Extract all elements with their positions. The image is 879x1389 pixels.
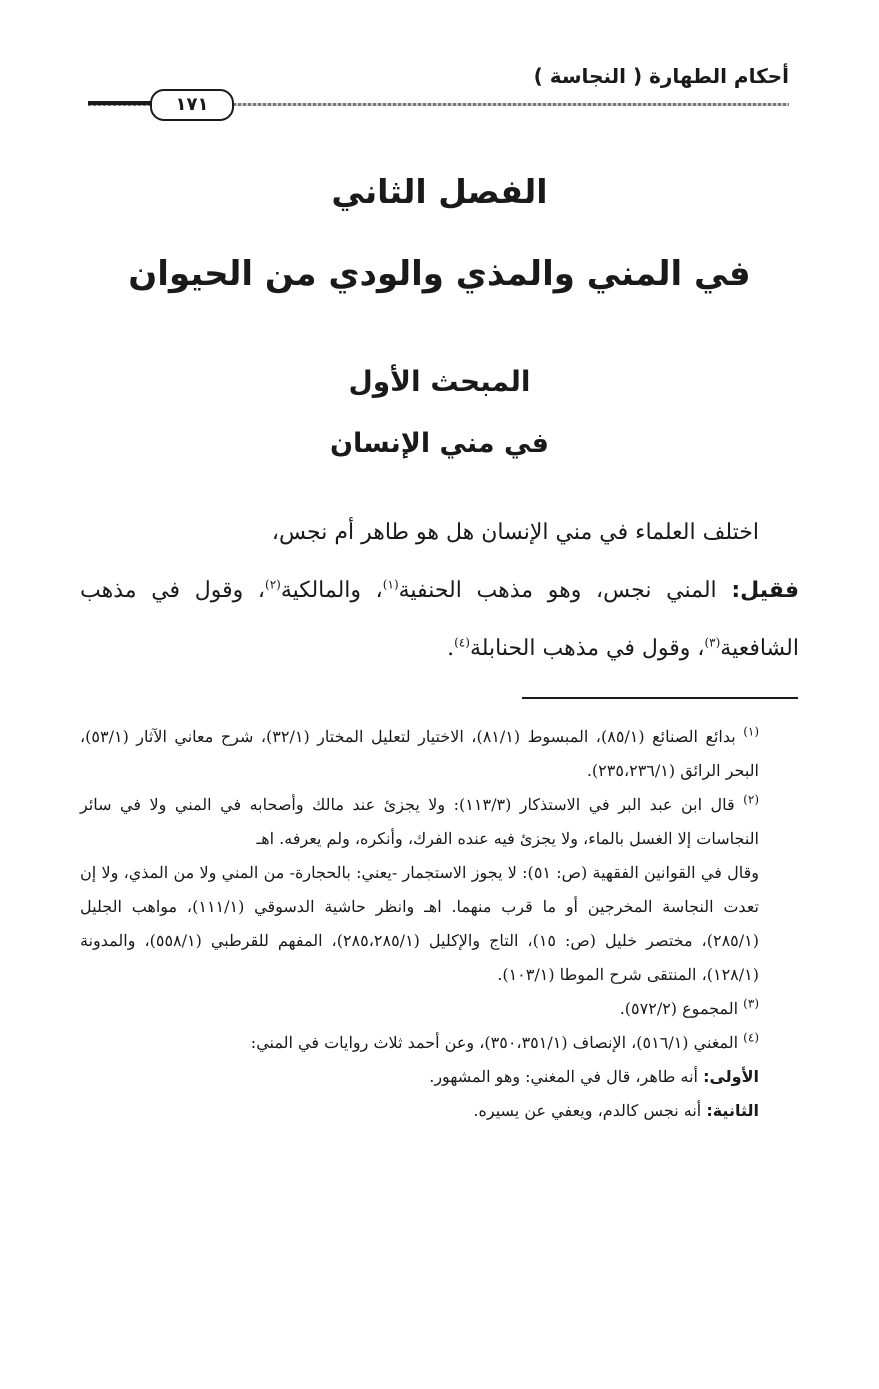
- page-number: ١٧١: [150, 89, 234, 121]
- footnote-4-first-text: أنه طاهر، قال في المغني: وهو المشهور.: [429, 1067, 704, 1086]
- body-paragraph-2-text-c: ، وقول في مذهب الشافعية: [80, 578, 799, 661]
- chapter-subtitle: في المني والمذي والودي من الحيوان: [128, 254, 751, 294]
- footnote-1-text: بدائع الصنائع (٨٥/١)، المبسوط (٨١/١)، الاختيار لتعليل المختار (٣٢/١)، شرح معاني الآثار (٥٣/١)، البحر الرائق (٢٣٥،٢٣٦/١).: [80, 727, 759, 780]
- running-header: أحكام الطهارة ( النجاسة ): [533, 64, 789, 88]
- footnote-ref-1[interactable]: (١): [382, 577, 399, 592]
- footnote-4-second-text: أنه نجس كالدم، ويعفي عن يسيره.: [473, 1101, 707, 1120]
- footnote-3-text: المجموع (٥٧٢/٢).: [619, 999, 744, 1018]
- footnote-2-continuation-text: وقال في القوانين الفقهية (ص: ٥١): لا يجوز الاستجمار -يعني: بالحجارة- من المني ولا من المذي، ولا إن تعدت النجاسة المخرجين أو ما قرب منهما. اهـ وانظر حاشية الدسوقي (١١١/١)، مواهب الجليل (٢٨٥/١)، مختصر خليل (ص: ١٥)، التاج والإكليل (٢٨٥،٢٨٥/١)، المفهم للقرطبي (٥٥٨/١)، والمدونة (١٢٨/١)، المنتقى شرح الموطا (١٠٣/١).: [80, 863, 760, 984]
- footnote-4-first-lead: الأولى:: [703, 1067, 759, 1086]
- footnote-3: [80, 992, 799, 1026]
- footnote-2-mark: (٢): [743, 792, 759, 807]
- body-text: [80, 504, 799, 678]
- body-paragraph-2-lead: فقيل:: [731, 578, 800, 603]
- body-paragraph-2: [80, 562, 799, 678]
- footnote-4-text: المغني (٥١٦/١)، الإنصاف (٣٥٠،٣٥١/١)، وعن أحمد ثلاث روايات في المني:: [250, 1033, 744, 1052]
- page-number-bar: [88, 101, 158, 105]
- footnote-ref-3[interactable]: (٣): [704, 635, 721, 650]
- body-paragraph-1: [80, 504, 799, 562]
- footnote-1-mark: (١): [743, 724, 760, 739]
- footnote-2-text: قال ابن عبد البر في الاستذكار (١١٣/٣): ولا يجزئ عند مالك وأصحابه في المني ولا في سائر النجاسات إلا الغسل بالماء، ولا يجزئ فيه عنده الفرك، وأنكره، ولم يعرفه. اهـ: [80, 795, 759, 848]
- footnote-ref-2[interactable]: (٢): [265, 577, 281, 592]
- footnote-3-mark: (٣): [743, 996, 759, 1011]
- footnote-1: [80, 720, 799, 788]
- footnote-4-second-lead: الثانية:: [706, 1101, 759, 1120]
- body-paragraph-2-text-b: ، والمالكية: [280, 578, 383, 603]
- section-subtitle: في مني الإنسان: [329, 428, 549, 459]
- body-paragraph-2-text-d: ، وقول في مذهب الحنابلة: [469, 636, 705, 661]
- body-paragraph-2-text-a: المني نجس، وهو مذهب الحنفية: [398, 578, 732, 603]
- body-paragraph-1-text: اختلف العلماء في مني الإنسان هل هو طاهر أم نجس،: [271, 520, 759, 545]
- footnote-4-second-narration: [80, 1094, 799, 1128]
- footnote-4-mark: (٤): [743, 1030, 759, 1045]
- footnote-4-first-narration: [80, 1060, 799, 1094]
- chapter-title: الفصل الثاني: [331, 172, 548, 211]
- footnote-4: [80, 1026, 799, 1060]
- section-title: المبحث الأول: [348, 365, 531, 398]
- footnote-2-continuation: [80, 856, 799, 992]
- footnote-ref-4[interactable]: (٤): [454, 635, 470, 650]
- footnote-2: [80, 788, 799, 856]
- footnote-rule: [522, 697, 798, 699]
- body-paragraph-2-text-e: .: [447, 636, 455, 661]
- footnotes: [80, 720, 799, 1128]
